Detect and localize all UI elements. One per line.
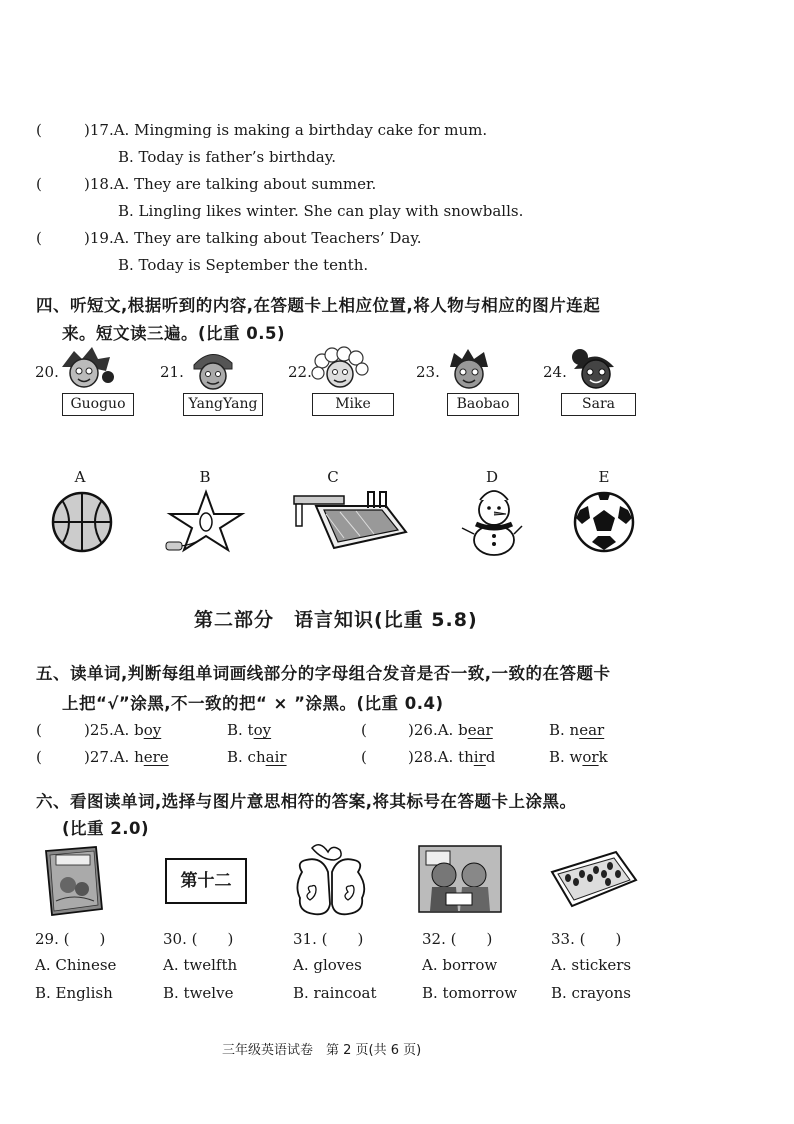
question-17: )17.A. Mingming is making a birthday cake for mum.	[84, 121, 488, 139]
question-32[interactable]: 32. ( )	[422, 930, 493, 948]
page-footer: 三年级英语试卷 第 2 页(共 6 页)	[222, 1043, 422, 1058]
section6-heading-cont: (比重 2.0)	[62, 819, 150, 838]
question-30[interactable]: 30. ( )	[163, 930, 234, 948]
question-25: )25.A. boy	[84, 721, 162, 739]
name-box-baobao: Baobao	[447, 393, 519, 416]
option-19-b: B. Today is September the tenth.	[118, 256, 369, 274]
option-28-b: B. work	[549, 748, 608, 766]
abacus-icon	[546, 848, 638, 910]
picture-label-d: D	[485, 468, 499, 486]
guoguo-face-icon	[58, 347, 118, 392]
option-31-a: A. gloves	[293, 956, 362, 974]
answer-paren-18[interactable]: (	[36, 175, 42, 193]
gloves-icon	[292, 842, 370, 918]
option-17-b: B. Today is father’s birthday.	[118, 148, 336, 166]
picture-label-b: B	[199, 468, 211, 486]
option-31-b: B. raincoat	[293, 984, 377, 1002]
option-33-b: B. crayons	[551, 984, 631, 1002]
option-29-b: B. English	[35, 984, 113, 1002]
question-29[interactable]: 29. ( )	[35, 930, 106, 948]
question-33[interactable]: 33. ( )	[551, 930, 622, 948]
section5-heading: 五、读单词,判断每组单词画线部分的字母组合发音是否一致,一致的在答题卡	[36, 664, 611, 683]
snowman-icon	[458, 488, 524, 556]
question-28: )28.A. third	[408, 748, 496, 766]
name-box-sara: Sara	[561, 393, 636, 416]
option-29-a: A. Chinese	[35, 956, 117, 974]
option-17-a: A. Mingming is making a birthday cake for mum.	[113, 121, 488, 139]
kite-icon	[162, 488, 250, 556]
option-26-b: B. near	[549, 721, 605, 739]
option-30-b: B. twelve	[163, 984, 234, 1002]
swimming-pool-icon	[290, 488, 408, 550]
children-reading-icon	[418, 845, 502, 913]
question-19: )19.A. They are talking about Teachers’ Day.	[84, 229, 422, 247]
option-33-a: A. stickers	[551, 956, 632, 974]
person-number-23: 23.	[416, 363, 440, 381]
picture-label-e: E	[598, 468, 610, 486]
basketball-icon	[50, 490, 114, 554]
answer-paren-17[interactable]: (	[36, 121, 42, 139]
person-number-21: 21.	[160, 363, 184, 381]
option-19-a: A. They are talking about Teachers’ Day.	[113, 229, 422, 247]
name-box-mike: Mike	[312, 393, 394, 416]
person-number-20: 20.	[35, 363, 59, 381]
answer-paren-27[interactable]: (	[36, 748, 42, 766]
option-30-a: A. twelfth	[163, 956, 238, 974]
football-icon	[572, 490, 636, 554]
yangyang-face-icon	[188, 347, 238, 392]
question-26: )26.A. bear	[408, 721, 493, 739]
answer-paren-19[interactable]: (	[36, 229, 42, 247]
section4-heading-cont: 来。短文读三遍。(比重 0.5)	[62, 324, 286, 343]
person-number-22: 22.	[288, 363, 312, 381]
name-box-guoguo: Guoguo	[62, 393, 134, 416]
option-18-a: A. They are talking about summer.	[113, 175, 377, 193]
section6-heading: 六、看图读单词,选择与图片意思相符的答案,将其标号在答题卡上涂黑。	[36, 792, 577, 811]
book-icon	[42, 845, 106, 917]
picture-label-a: A	[74, 468, 86, 486]
name-box-yangyang: YangYang	[183, 393, 263, 416]
person-number-24: 24.	[543, 363, 567, 381]
option-18-b: B. Lingling likes winter. She can play with snowballs.	[118, 202, 524, 220]
answer-paren-25[interactable]: (	[36, 721, 42, 739]
section5-heading-cont: 上把“√”涂黑,不一致的把“ × ”涂黑。(比重 0.4)	[62, 694, 444, 713]
option-27-b: B. chair	[227, 748, 287, 766]
question-27: )27.A. here	[84, 748, 169, 766]
answer-paren-26[interactable]: (	[361, 721, 367, 739]
part2-title: 第二部分 语言知识(比重 5.8)	[194, 609, 478, 631]
option-32-b: B. tomorrow	[422, 984, 518, 1002]
sara-face-icon	[566, 347, 622, 392]
section4-heading: 四、听短文,根据听到的内容,在答题卡上相应位置,将人物与相应的图片连起	[36, 296, 601, 315]
answer-paren-28[interactable]: (	[361, 748, 367, 766]
baobao-face-icon	[444, 347, 494, 392]
option-25-b: B. toy	[227, 721, 272, 739]
picture-label-c: C	[327, 468, 339, 486]
option-32-a: A. borrow	[422, 956, 498, 974]
question-18: )18.A. They are talking about summer.	[84, 175, 377, 193]
twelfth-sign: 第十二	[165, 858, 247, 904]
question-31[interactable]: 31. ( )	[293, 930, 364, 948]
mike-face-icon	[312, 347, 370, 392]
